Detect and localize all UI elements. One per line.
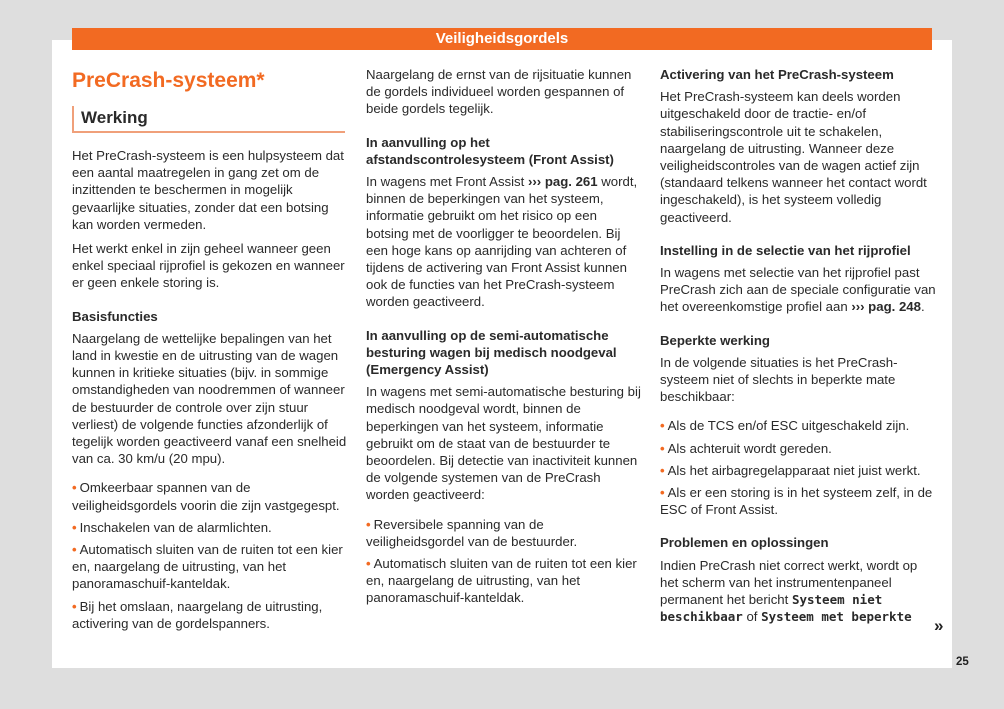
list-item: • Automatisch sluiten van de ruiten tot een kier en, naargelang de uitrusting, van het panoramaschuif-kanteldak. (72, 542, 343, 592)
bullet-icon: • (660, 440, 665, 456)
column-2 (366, 66, 642, 612)
subheading-rijprofiel: Instelling in de selectie van het rijprofiel (660, 242, 911, 258)
display-message: Systeem niet beschikbaar (660, 592, 883, 625)
display-message: Systeem met beperkte (761, 609, 912, 625)
bullet-icon: • (660, 485, 665, 501)
list-item: • Als er een storing is in het systeem zelf, in de ESC of Front Assist. (660, 485, 933, 518)
emergency-paragraph: In wagens met semi-automatische besturing bij medisch noodgeval wordt, binnen de beperkingen van het systeem, informatie gebruikt om de staat van de bestuurder te beoordelen. Bij detectie van inactiviteit kunnen de volgende systemen van de PreCrash worden geactiveerd: (366, 384, 641, 503)
list-item: • Inschakelen van de alarmlichten. (72, 519, 272, 535)
subheading-front-assist: In aanvulling op het afstandscontrolesysteem (Front Assist) (366, 134, 614, 167)
subheading-problemen: Problemen en oplossingen (660, 535, 829, 551)
list-item: • Als achteruit wordt gereden. (660, 440, 832, 456)
section-heading-werking: Werking (72, 106, 345, 133)
bullet-icon: • (660, 418, 665, 434)
profile-paragraph: In wagens met selectie van het rijprofiel past PreCrash zich aan de speciale configuratie van het overeenkomstige profiel aan ››› pag. 248. (660, 265, 936, 315)
basis-paragraph: Naargelang de wettelijke bepalingen van het land in kwestie en de uitrusting van de wagen kunnen in kritieke situaties (bijv. in sommige omstandigheden van noodremmen of wanneer de bestuurder de controle over zijn stuur verliest) de volgende functies afzonderlijk of tegelijk worden geactiveerd vanaf een snelheid van ca. 30 km/u (20 mpu). (72, 330, 347, 467)
activation-paragraph: Het PreCrash-systeem kan deels worden uitgeschakeld door de tractie- en/of stabiliseringscontrole uit te schakelen, naargelang de uitrusting. Wanneer deze veiligheidscontroles van de wagen actief zijn (standaard telkens wanneer het contact wordt ingeschakeld), is het systeem volledig geactiveerd. (660, 89, 927, 225)
column-1 (72, 66, 348, 637)
list-item: • Als het airbagregelapparaat niet juist werkt. (660, 462, 921, 478)
intro-paragraph: Het PreCrash-systeem is een hulpsysteem dat een aantal maatregelen in gang zet om de inzittenden te beschermen in mogelijk gevaarlijke situaties, zonder dat een botsing kan worden vermeden. (72, 148, 344, 232)
bullet-icon: • (366, 516, 371, 532)
bullet-icon: • (366, 556, 371, 572)
subheading-activering: Activering van het PreCrash-systeem (660, 67, 894, 82)
subheading-beperkte-werking: Beperkte werking (660, 332, 770, 348)
bullet-icon: • (72, 519, 77, 535)
bullet-icon: • (72, 598, 77, 614)
list-item: • Reversibele spanning van de veiligheidsgordel van de bestuurder. (366, 516, 578, 549)
problems-paragraph: Indien PreCrash niet correct werkt, wordt op het scherm van het instrumentenpaneel permanent het bericht Systeem niet beschikbaar of Systeem met beperkte (660, 557, 918, 625)
chapter-header: Veiligheidsgordels (72, 28, 932, 50)
column-3 (660, 66, 936, 632)
list-item: • Bij het omslaan, naargelang de uitrusting, activering van de gordelspanners. (72, 598, 323, 631)
page-reference-link[interactable]: ››› pag. 261 (527, 174, 598, 190)
list-item: • Automatisch sluiten van de ruiten tot een kier en, naargelang de uitrusting, van het panoramaschuif-kanteldak. (366, 556, 637, 606)
list-item: • Als de TCS en/of ESC uitgeschakeld zijn. (660, 418, 910, 434)
subheading-emergency-assist: In aanvulling op de semi-automatische besturing wagen bij medisch noodgeval (Emergency Assist) (366, 327, 617, 378)
list-item: • Omkeerbaar spannen van de veiligheidsgordels voorin die zijn vastgegespt. (72, 480, 340, 513)
page-reference-link[interactable]: ››› pag. 248 (851, 299, 921, 315)
page-number: 25 (956, 656, 969, 668)
front-assist-paragraph: In wagens met Front Assist ››› pag. 261 wordt, binnen de beperkingen van het systeem, informatie gebruikt om het risico op een botsing met de voorligger te beoordelen. Bij een hoge kans op aanrijding van achteren of tijdens de activering van Front Assist kunnen ook de functies van het PreCrash-systeem worden geactiveerd. (366, 174, 638, 310)
bullet-icon: • (660, 462, 665, 478)
bullet-icon: • (72, 542, 77, 558)
subheading-basisfuncties: Basisfuncties (72, 308, 158, 324)
continue-arrow-icon: » (934, 616, 944, 635)
intro-paragraph: Het werkt enkel in zijn geheel wanneer geen enkel speciaal rijprofiel is gekozen en wanneer er geen enkele storing is. (72, 241, 345, 291)
intro-paragraph: Naargelang de ernst van de rijsituatie kunnen de gordels individueel worden gespannen of beide gordels tegelijk. (366, 67, 632, 117)
limited-paragraph: In de volgende situaties is het PreCrash-systeem niet of slechts in beperkte mate beschikbaar: (660, 354, 898, 405)
bullet-icon: • (72, 480, 77, 496)
page-title: PreCrash-systeem* (72, 69, 265, 92)
